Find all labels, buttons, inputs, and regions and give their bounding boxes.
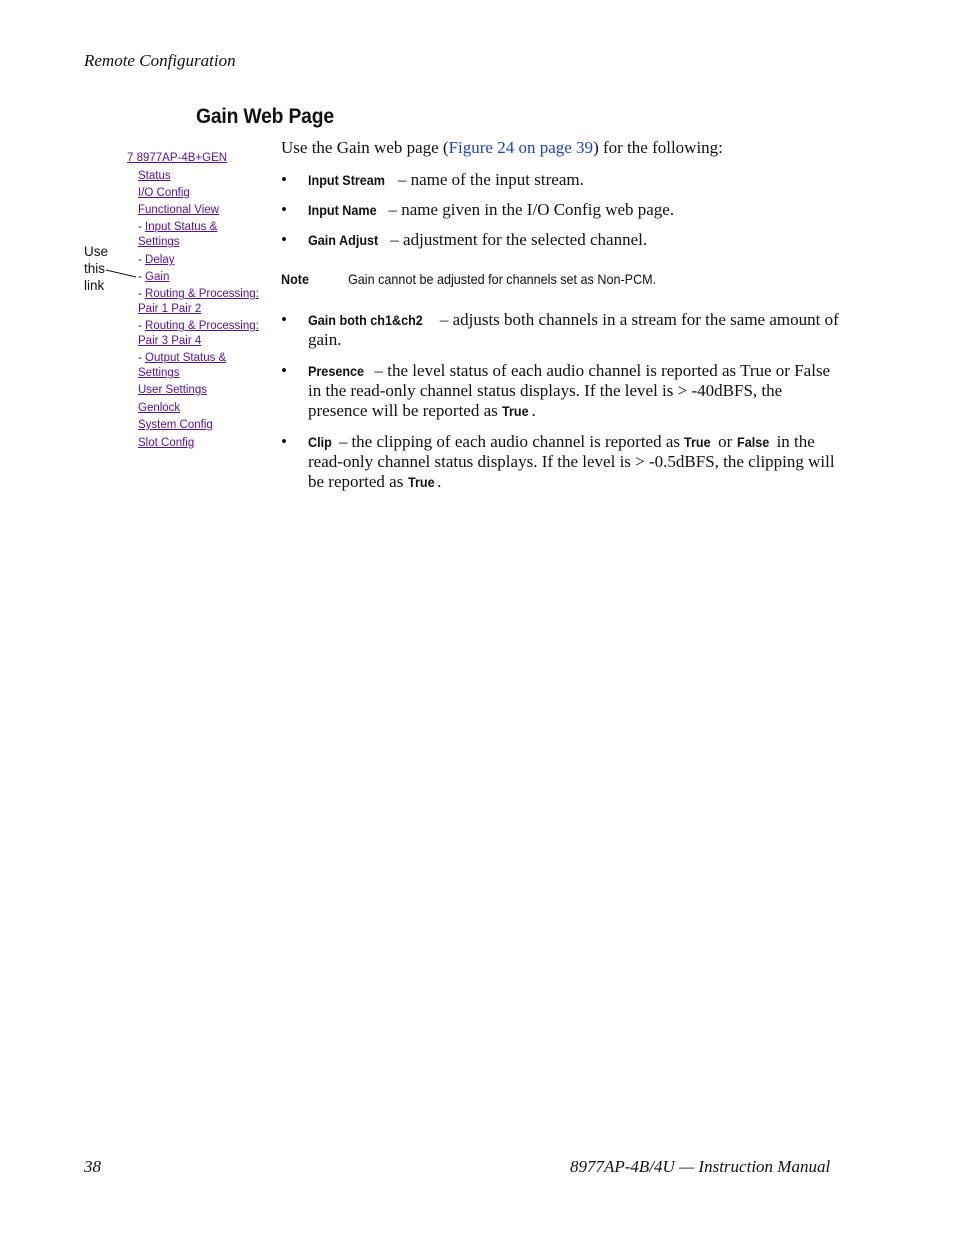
bullet-dot: • bbox=[281, 432, 287, 451]
bullet-dot: • bbox=[281, 170, 287, 189]
bullet-text: in the read-only channel status displays. If the level is > -0.5dBFS, the clipping will be reported as bbox=[308, 432, 835, 491]
bullet-dot: • bbox=[281, 200, 287, 219]
intro-text: ) for the following: bbox=[593, 138, 723, 157]
nav-routing-pair12-link-cont[interactable]: Pair 1 Pair 2 bbox=[138, 303, 202, 315]
term: Gain both ch1&ch2 bbox=[308, 312, 423, 328]
nav-gain-link[interactable]: Gain bbox=[145, 271, 170, 283]
value-true: True bbox=[407, 474, 435, 490]
bullet-dot: • bbox=[281, 230, 287, 249]
nav-genlock-link[interactable]: Genlock bbox=[138, 402, 181, 414]
bullet-text: – adjustment for the selected channel. bbox=[386, 230, 648, 249]
bullet-text: or bbox=[713, 432, 737, 451]
nav-input-status-link-cont[interactable]: Settings bbox=[138, 236, 180, 248]
nav-routing-pair34-link-cont[interactable]: Pair 3 Pair 4 bbox=[138, 335, 202, 347]
figure-link[interactable]: Figure 24 on page 39 bbox=[448, 138, 594, 157]
page-number: 38 bbox=[84, 1157, 101, 1176]
callout-leader-line bbox=[100, 265, 140, 285]
callout-line: link bbox=[84, 278, 105, 293]
nav-user-settings-link[interactable]: User Settings bbox=[138, 384, 208, 396]
nav-output-status-link[interactable]: Output Status & bbox=[145, 352, 227, 364]
bullet-dot: • bbox=[281, 310, 287, 329]
nav-dash: - bbox=[138, 320, 142, 332]
bullet-text: – the clipping of each audio channel is reported as bbox=[334, 432, 685, 451]
section-title: Gain Web Page bbox=[196, 105, 334, 128]
note-label: Note bbox=[281, 271, 310, 287]
nav-slot-config-link[interactable]: Slot Config bbox=[138, 437, 195, 449]
bullet-text: . bbox=[437, 472, 442, 491]
bullet-text: – name given in the I/O Config web page. bbox=[384, 200, 675, 219]
nav-dash: - bbox=[138, 271, 142, 283]
bullet-text: . bbox=[531, 401, 536, 420]
bullet-text: – the level status of each audio channel is reported as True or False in the read-only channel status displays. If the level is > -40dBFS, the presence will be reported as bbox=[308, 361, 831, 420]
value-true: True bbox=[684, 434, 711, 450]
nav-dash: - bbox=[138, 288, 142, 300]
nav-dash: - bbox=[138, 352, 142, 364]
term: Clip bbox=[308, 434, 332, 450]
bullet-text: – adjusts both channels in a stream for the same amount of gain. bbox=[308, 310, 839, 349]
intro-paragraph bbox=[281, 138, 723, 158]
note-text: Gain cannot be adjusted for channels set as Non-PCM. bbox=[348, 271, 657, 287]
nav-status-link[interactable]: Status bbox=[138, 170, 171, 182]
manual-title: 8977AP-4B/4U — Instruction Manual bbox=[570, 1157, 831, 1176]
callout-line: Use bbox=[84, 244, 109, 259]
nav-io-config-link[interactable]: I/O Config bbox=[138, 187, 190, 199]
term: Input Stream bbox=[308, 172, 386, 188]
nav-delay-link[interactable]: Delay bbox=[145, 254, 175, 266]
nav-routing-pair34-link[interactable]: Routing & Processing: bbox=[145, 320, 259, 332]
nav-functional-view-link[interactable]: Functional View bbox=[138, 204, 219, 216]
intro-text: Use the Gain web page ( bbox=[281, 138, 449, 157]
nav-root-link[interactable]: 7 8977AP-4B+GEN bbox=[127, 152, 228, 164]
running-header: Remote Configuration bbox=[84, 51, 236, 70]
callout-line: this bbox=[84, 261, 106, 276]
term: Presence bbox=[308, 363, 365, 379]
bullet-dot: • bbox=[281, 361, 287, 380]
value-false: False bbox=[736, 434, 769, 450]
value-true: True bbox=[502, 403, 529, 419]
nav-dash: - bbox=[138, 254, 142, 266]
bullet-text: – name of the input stream. bbox=[393, 170, 584, 189]
nav-dash: - bbox=[138, 221, 142, 233]
nav-output-status-link-cont[interactable]: Settings bbox=[138, 367, 180, 379]
term: Input Name bbox=[308, 202, 377, 218]
nav-routing-pair12-link[interactable]: Routing & Processing: bbox=[145, 288, 259, 300]
term: Gain Adjust bbox=[308, 232, 379, 248]
nav-input-status-link[interactable]: Input Status & bbox=[145, 221, 218, 233]
nav-system-config-link[interactable]: System Config bbox=[138, 419, 213, 431]
